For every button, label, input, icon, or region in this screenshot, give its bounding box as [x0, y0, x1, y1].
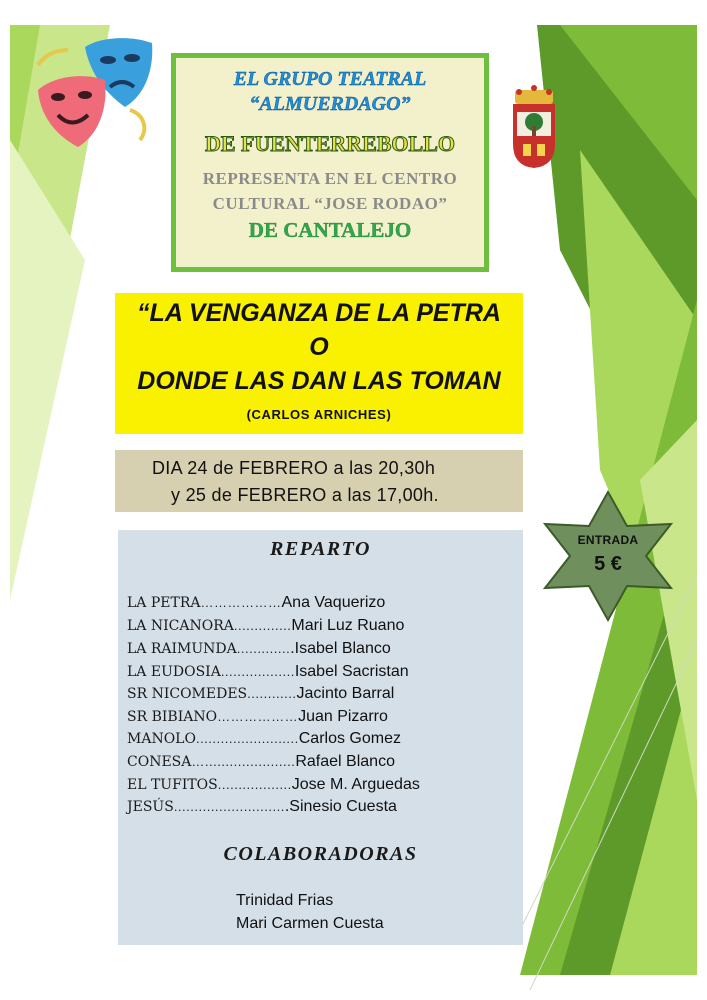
cast-actor: .Isabel Blanco: [290, 640, 391, 657]
group-name-quoted: “ALMUERDAGO”: [249, 93, 411, 115]
theatre-masks-icon: [30, 35, 160, 150]
header-box: [171, 53, 489, 272]
cast-role: SR BIBIANO: [127, 709, 218, 725]
cast-actor: Rafael Blanco: [295, 753, 395, 770]
cast-row: [127, 753, 395, 775]
group-origin: DE FUENTERREBOLLO: [205, 131, 455, 156]
cast-dots: ..................: [220, 664, 295, 679]
collaborator-name: Mari Carmen Cuesta: [236, 915, 384, 932]
cast-actor: Ana Vaquerizo: [281, 594, 386, 611]
play-title-line-1: “LA VENGANZA DE LA PETRA: [137, 299, 501, 327]
cast-role: CONESA: [127, 754, 192, 770]
cast-row: [127, 776, 420, 798]
venue-line-2: CULTURAL “JOSE RODAO”: [212, 194, 448, 213]
cast-role: MANOLO: [127, 731, 196, 747]
coat-of-arms-icon: [509, 84, 559, 170]
cast-row: [127, 730, 401, 752]
cast-dots: .........................: [195, 731, 299, 746]
cast-dots: ..................: [217, 777, 292, 792]
cast-actor: Jose M. Arguedas: [291, 776, 420, 793]
cast-actor: .Sinesio Cuesta: [284, 798, 397, 815]
cast-actor: Mari Luz Ruano: [291, 617, 405, 634]
play-title-box: [115, 293, 523, 434]
entry-label: ENTRADA: [577, 533, 639, 547]
cast-dots: ………………: [217, 709, 299, 724]
cast-role: LA NICANORA: [127, 618, 234, 634]
play-author: (CARLOS ARNICHES): [246, 407, 392, 422]
cast-row: [127, 617, 404, 639]
cast-row: [127, 663, 409, 685]
cast-role: JESÚS: [127, 799, 174, 815]
collaborator-name: Trinidad Frias: [236, 892, 334, 909]
cast-dots: ............: [247, 686, 297, 701]
cast-actor: Carlos Gomez: [298, 730, 401, 747]
cast-dots: ..............: [233, 618, 292, 633]
date-line-2: y 25 de FEBRERO a las 17,00h.: [171, 485, 439, 505]
cast-dots: ………………: [200, 595, 282, 610]
cast-dots: …......................: [191, 754, 296, 769]
cast-row: [127, 798, 397, 820]
cast-row: [127, 708, 388, 730]
date-line-1: DIA 24 de FEBRERO a las 20,30h: [152, 458, 436, 478]
venue-town: DE CANTALEJO: [248, 218, 412, 242]
collaborators-heading: COLABORADORAS: [223, 843, 418, 865]
group-name-line: EL GRUPO TEATRAL: [233, 68, 427, 90]
cast-actor: Isabel Sacristan: [294, 663, 409, 680]
cast-row: [127, 685, 394, 707]
entry-price: 5 €: [594, 553, 622, 575]
cast-heading: REPARTO: [270, 538, 371, 560]
cast-dots: .............: [236, 641, 291, 656]
cast-role: LA RAIMUNDA: [127, 641, 237, 657]
cast-actor: Juan Pizarro: [298, 708, 388, 725]
cast-role: SR NICOMEDES: [127, 686, 248, 702]
cast-row: [127, 640, 391, 662]
cast-role: LA PETRA: [127, 595, 201, 611]
play-title-line-2: O: [309, 333, 329, 361]
play-title-line-3: DONDE LAS DAN LAS TOMAN: [137, 367, 501, 395]
dates-box: [115, 450, 523, 512]
cast-role: EL TUFITOS: [127, 777, 218, 793]
cast-box: [118, 530, 523, 945]
cast-dots: ...........................: [173, 799, 285, 814]
cast-actor: Jacinto Barral: [296, 685, 395, 702]
venue-line-1: REPRESENTA EN EL CENTRO: [202, 169, 458, 188]
cast-role: LA EUDOSIA: [127, 664, 221, 680]
cast-row: [127, 594, 385, 616]
